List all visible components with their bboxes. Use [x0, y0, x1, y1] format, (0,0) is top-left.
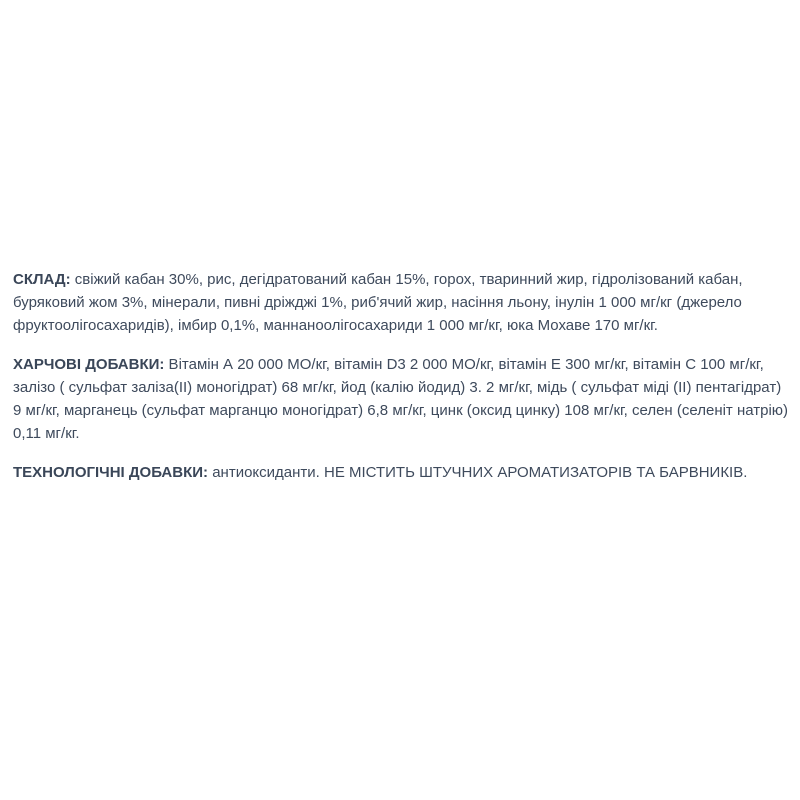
food-additives-label: ХАРЧОВІ ДОБАВКИ: [13, 356, 165, 373]
technological-additives-section [13, 461, 791, 484]
composition-section [13, 268, 791, 337]
composition-label: СКЛАД: [13, 271, 71, 288]
composition-block [13, 268, 791, 500]
food-additives-text: Вітамін А 20 000 МО/кг, вітамін D3 2 000 МО/кг, вітамін Е 300 мг/кг, вітамін С 100 мг/кг, залізо ( сульфат заліза(ІІ) моногідрат) 68 мг/кг, йод (калію йодид) 3. 2 мг/кг, мідь ( сульфат міді (ІІ) пентагідрат) 9 мг/кг, марганець (сульфат марганцю моногідрат) 6,8 мг/кг, цинк (оксид цинку) 108 мг/кг, селен (селеніт натрію) 0,11 мг/кг. [13, 356, 789, 442]
technological-additives-label: ТЕХНОЛОГІЧНІ ДОБАВКИ: [13, 464, 209, 481]
technological-additives-text: антиоксиданти. НЕ МІСТИТЬ ШТУЧНИХ АРОМАТИЗАТОРІВ ТА БАРВНИКІВ. [208, 464, 748, 481]
composition-text: свіжий кабан 30%, рис, дегідратований кабан 15%, горох, тваринний жир, гідролізований кабан, буряковий жом 3%, мінерали, пивні дріжджі 1%, риб'ячий жир, насіння льону, інулін 1 000 мг/кг (джерело фруктоолігосахаридів), імбир 0,1%, маннаноолігосахариди 1 000 мг/кг, юка Мохаве 170 мг/кг. [13, 271, 743, 334]
food-additives-section [13, 353, 791, 445]
